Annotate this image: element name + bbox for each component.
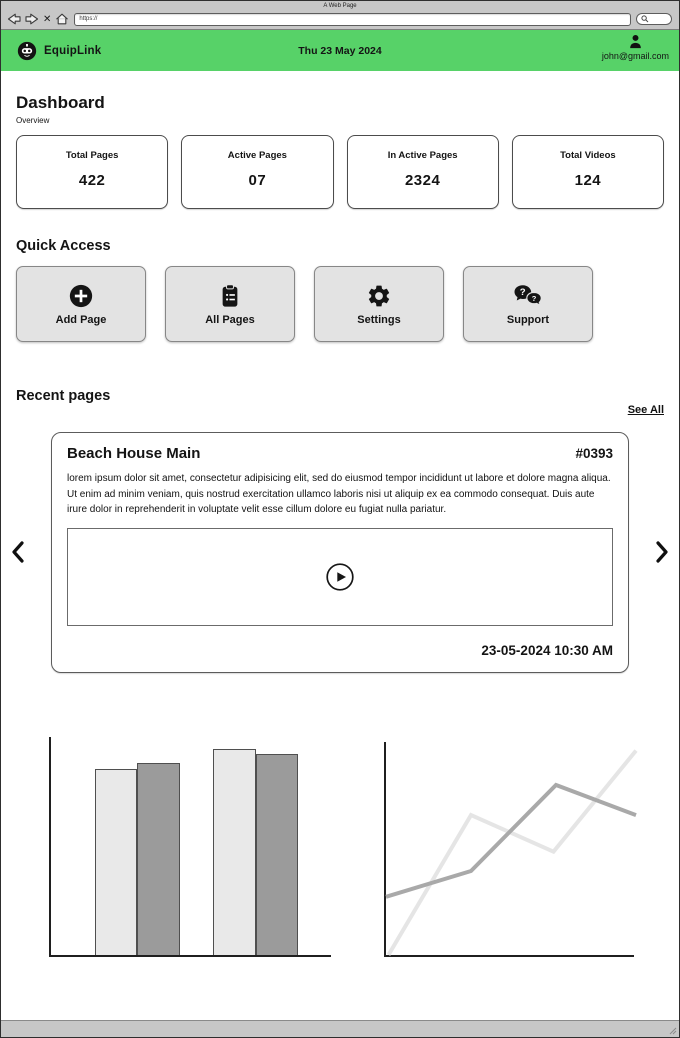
quick-access-label: All Pages xyxy=(205,313,255,326)
url-bar[interactable] xyxy=(74,13,631,26)
page-subtitle: Overview xyxy=(16,116,50,125)
recent-card-description: lorem ipsum dolor sit amet, consectetur adipisicing elit, sed do eiusmod tempor incididunt ut labore et dolore magna aliqua. Ut enim ad minim veniam, quis nostrud exercitation ullamco laboris nisi ut aliquip ex ea commodo consequat. Duis aute irure dolor in reprehenderit in voluptate velit esse cillum dolore eu fugiat nulla pariatur. xyxy=(67,473,611,516)
play-icon xyxy=(325,562,355,592)
recent-pages-title: Recent pages xyxy=(16,388,111,405)
stat-card-active-pages xyxy=(181,135,333,209)
recent-card-timestamp: 23-05-2024 10:30 AM xyxy=(481,642,613,658)
stat-value: 2324 xyxy=(404,172,441,189)
resize-grip-icon[interactable] xyxy=(668,1026,677,1035)
chevron-right-icon xyxy=(655,540,669,564)
recent-card-ref: #0393 xyxy=(575,446,613,462)
browser-search-field[interactable] xyxy=(636,13,672,25)
quick-access-label: Add Page xyxy=(55,313,107,326)
stat-label: Total Pages xyxy=(65,150,119,161)
app-header xyxy=(1,30,679,71)
page-content xyxy=(1,71,679,1020)
recent-page-card xyxy=(51,432,629,673)
stats-row xyxy=(16,135,664,209)
user-account[interactable] xyxy=(602,33,669,61)
stat-value: 422 xyxy=(78,172,106,189)
clipboard-list-icon xyxy=(217,283,243,309)
home-icon[interactable] xyxy=(55,13,69,25)
chevron-left-icon xyxy=(11,540,25,564)
brand[interactable] xyxy=(17,41,101,61)
charts-row xyxy=(16,737,664,957)
search-icon xyxy=(641,15,649,23)
window-title: A Web Page xyxy=(323,3,357,9)
stat-label: In Active Pages xyxy=(387,150,458,161)
url-text: https:// xyxy=(79,16,98,22)
quick-access-label: Settings xyxy=(357,313,401,326)
recent-pages-header xyxy=(16,376,664,416)
svg-text:?: ? xyxy=(519,286,526,298)
carousel-prev-button[interactable] xyxy=(11,540,25,564)
support-button[interactable] xyxy=(463,266,593,342)
quick-access-row xyxy=(16,266,664,342)
stat-value: 07 xyxy=(248,172,267,189)
browser-bottom-bar xyxy=(1,1020,679,1037)
line-series-light xyxy=(389,750,637,954)
stat-label: Total Videos xyxy=(560,150,616,161)
user-icon xyxy=(627,33,644,50)
bar-series-light-group-2 xyxy=(213,749,256,955)
brand-name: EquipLink xyxy=(44,44,102,57)
quick-access-title: Quick Access xyxy=(16,238,111,254)
page-title: Dashboard xyxy=(16,93,105,112)
stop-icon[interactable]: ✕ xyxy=(43,13,52,25)
bar-series-light-group-1 xyxy=(95,769,138,954)
header-date: Thu 23 May 2024 xyxy=(298,44,382,57)
bar-series-dark-group-1 xyxy=(137,763,180,955)
recent-card-header xyxy=(67,445,613,462)
line-chart-plot xyxy=(384,742,634,957)
svg-text:?: ? xyxy=(531,293,537,303)
back-icon[interactable] xyxy=(7,13,21,25)
chat-question-icon xyxy=(513,283,543,309)
play-button[interactable] xyxy=(325,562,355,592)
stat-card-total-pages xyxy=(16,135,168,209)
equiplink-logo-icon xyxy=(17,41,37,61)
line-chart-svg xyxy=(386,742,636,957)
browser-nav-buttons xyxy=(7,13,69,25)
bar-series-dark-group-2 xyxy=(256,754,299,955)
all-pages-button[interactable] xyxy=(165,266,295,342)
add-page-button[interactable] xyxy=(16,266,146,342)
see-all-link[interactable]: See All xyxy=(627,404,664,417)
gear-icon xyxy=(366,283,392,309)
quick-access-label: Support xyxy=(506,313,550,326)
stat-value: 124 xyxy=(574,172,602,189)
recent-card-title: Beach House Main xyxy=(67,445,201,463)
forward-icon[interactable] xyxy=(25,13,39,25)
stat-card-inactive-pages xyxy=(347,135,499,209)
bar-chart-plot xyxy=(49,737,331,957)
browser-titlebar xyxy=(1,1,679,30)
video-placeholder xyxy=(67,528,613,626)
user-email: john@gmail.com xyxy=(601,51,669,61)
browser-toolbar xyxy=(1,10,679,27)
stat-card-total-videos xyxy=(512,135,664,209)
carousel-next-button[interactable] xyxy=(655,540,669,564)
settings-button[interactable] xyxy=(314,266,444,342)
plus-circle-icon xyxy=(68,283,94,309)
stat-label: Active Pages xyxy=(227,150,287,161)
recent-pages-carousel xyxy=(16,432,664,673)
line-series-dark xyxy=(386,785,636,897)
